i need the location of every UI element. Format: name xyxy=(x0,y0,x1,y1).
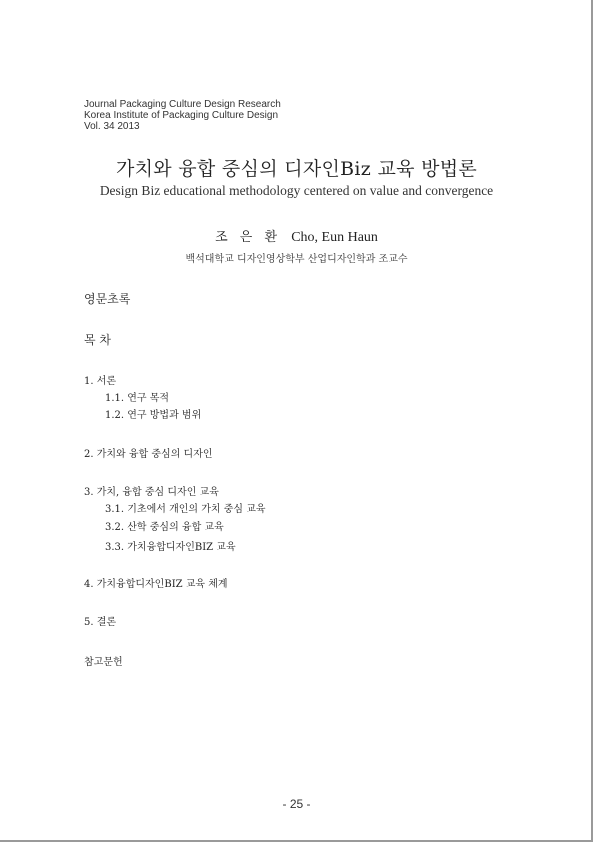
toc-item: 1.2. 연구 방법과 범위 xyxy=(105,410,202,421)
journal-name: Journal Packaging Culture Design Research xyxy=(84,99,281,110)
toc-item: 4. 가치융합디자인BIZ 교육 체계 xyxy=(84,579,228,590)
author xyxy=(0,226,593,246)
toc-item: 참고문헌 xyxy=(84,657,123,668)
journal-publisher: Korea Institute of Packaging Culture Design xyxy=(84,110,278,121)
journal-header xyxy=(84,99,281,132)
toc-item: 2. 가치와 융합 중심의 디자인 xyxy=(84,449,213,460)
title-korean: 가치와 융합 중심의 디자인Biz 교육 방법론 xyxy=(115,158,478,180)
toc-item: 1.1. 연구 목적 xyxy=(105,393,170,404)
author-affiliation: 백석대학교 디자인영상학부 산업디자인학과 조교수 xyxy=(185,254,408,265)
toc-item: 3.2. 산학 중심의 융합 교육 xyxy=(105,522,224,533)
toc-item: 1. 서론 xyxy=(84,376,117,387)
toc-item: 5. 결론 xyxy=(84,617,117,628)
journal-volume: Vol. 34 2013 xyxy=(84,121,140,132)
toc-item: 3.1. 기초에서 개인의 가치 중심 교육 xyxy=(105,504,266,515)
toc-heading: 목 차 xyxy=(84,333,111,347)
author-name-korean: 조 은 환 xyxy=(215,230,282,245)
title-english: Design Biz educational methodology centered on value and convergence xyxy=(99,183,494,198)
toc-item: 3.3. 가치융합디자인BIZ 교육 xyxy=(105,542,236,553)
abstract-heading: 영문초록 xyxy=(84,292,131,306)
page-number: - 25 - xyxy=(282,797,311,811)
author-name-english: Cho, Eun Haun xyxy=(291,230,378,245)
toc-item: 3. 가치, 융합 중심 디자인 교육 xyxy=(84,487,219,498)
